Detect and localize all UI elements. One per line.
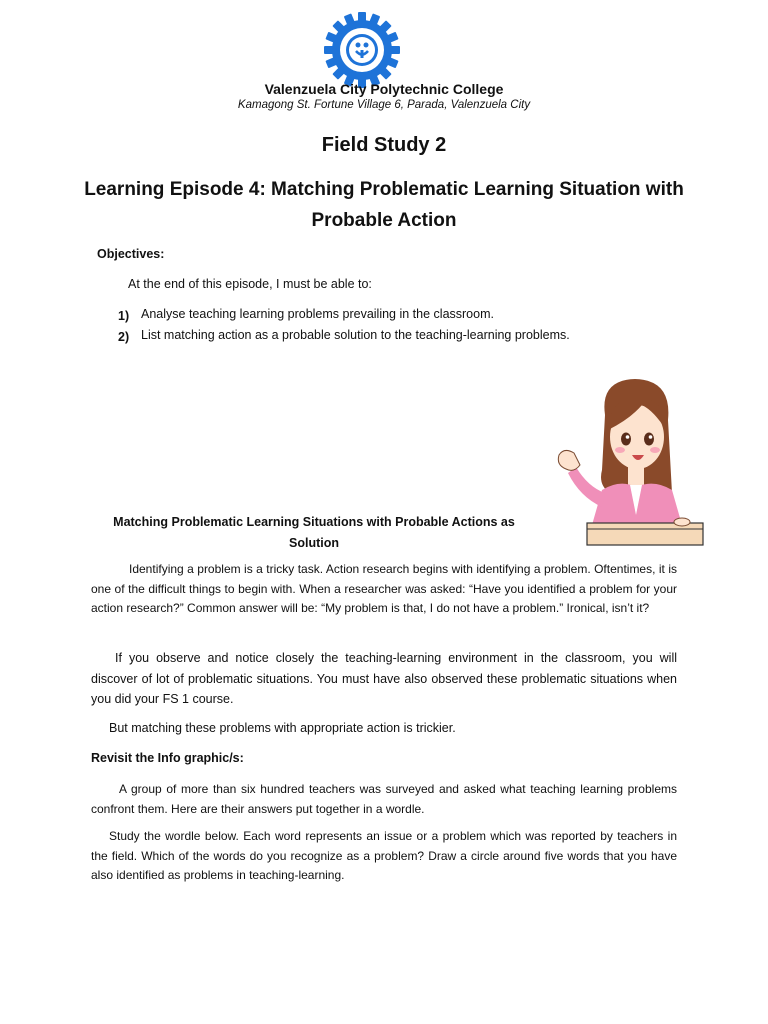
- objective-item-2: [118, 328, 129, 346]
- college-address: Kamagong St. Fortune Village 6, Parada, Valenzuela City: [237, 99, 531, 111]
- paragraph-survey: A group of more than six hundred teachers was surveyed and asked what teaching learning problems confront them. Here are their answers put together in a wordle.: [91, 782, 677, 816]
- college-logo: [322, 10, 402, 90]
- paragraph-identifying-problem: Identifying a problem is a tricky task. Action research begins with identifying a problem. Oftentimes, it is one of the difficult things to begin with. When a researcher was asked: “Have you identified a problem for your action research?” Common answer will be: “My problem is that, I do not have a problem.” Ironical, isn’t it?: [91, 562, 677, 615]
- objective-number: 2): [118, 330, 130, 344]
- objective-item-1: [118, 307, 129, 325]
- objective-text-2: List matching action as a probable solution to the teaching-learning problems.: [141, 328, 570, 342]
- paragraph-wordle-instructions: Study the wordle below. Each word represents an issue or a problem which was reported by teachers in the field. Which of the words do you recognize as a problem? Draw a circle around five words that you have also identified as problems in teaching-learning.: [91, 829, 677, 882]
- objectives-heading: Objectives:: [97, 247, 165, 261]
- teacher-illustration: [550, 375, 705, 547]
- objective-number: 1): [118, 309, 130, 323]
- episode-title: Learning Episode 4: Matching Problematic Learning Situation with Probable Action: [84, 179, 684, 231]
- objectives-intro: At the end of this episode, I must be able to:: [128, 277, 372, 291]
- infographic-heading: Revisit the Info graphic/s:: [91, 751, 244, 765]
- objective-text-1: Analyse teaching learning problems prevailing in the classroom.: [141, 307, 494, 321]
- section-heading: Matching Problematic Learning Situations with Probable Actions as Solution: [113, 515, 515, 550]
- course-title: Field Study 2: [321, 134, 447, 156]
- paragraph-matching-trickier: But matching these problems with appropriate action is trickier.: [109, 721, 456, 735]
- paragraph-observe-environment: If you observe and notice closely the teaching-learning environment in the classroom, you will discover of lot of problematic situations. You must have also observed these problematic situations when you did your FS 1 course.: [91, 651, 677, 706]
- college-name: Valenzuela City Polytechnic College: [264, 81, 504, 97]
